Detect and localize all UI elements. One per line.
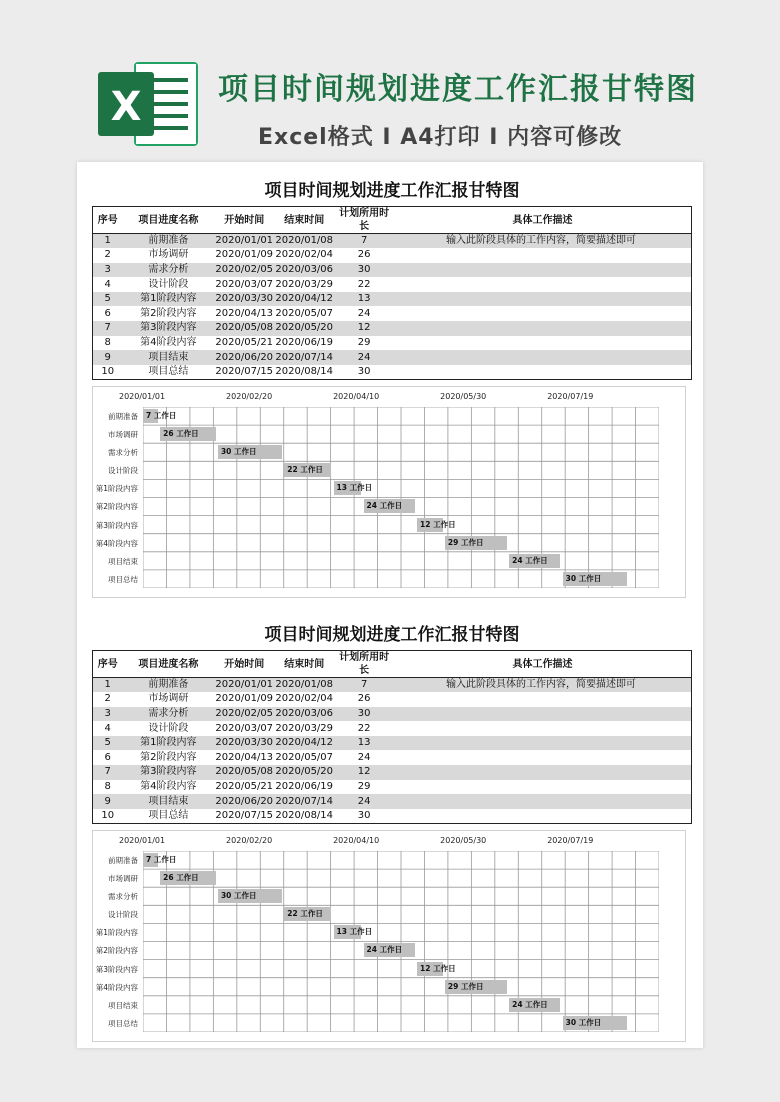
gantt-row-label: 第3阶段内容: [95, 520, 138, 530]
cell-end: 2020/03/06: [274, 263, 334, 278]
cell-start: 2020/01/09: [215, 693, 274, 705]
gantt-bar-days: 29: [447, 537, 459, 547]
cell-no: 9: [93, 350, 123, 365]
cell-name: 设计阶段: [148, 722, 189, 734]
cell-days: 12: [334, 321, 394, 336]
gantt-bar: [143, 409, 177, 423]
column-header: 序号: [93, 651, 123, 678]
excel-logo-icon: [96, 58, 202, 150]
gantt-bar-unit: 工作日: [460, 981, 484, 991]
gantt-bar-unit: 工作日: [460, 537, 484, 547]
cell-name: 项目结束: [122, 794, 214, 809]
cell-name: 第3阶段内容: [122, 321, 214, 336]
gantt-bar: [563, 572, 627, 586]
table-row: [93, 809, 692, 824]
table-header-row: [93, 207, 692, 234]
cell-no: 6: [104, 307, 111, 319]
gantt-bar-days: 30: [565, 573, 577, 583]
gantt-bar: [143, 853, 177, 867]
cell-start: 2020/04/13: [215, 751, 274, 763]
gantt-date-label: 2020/01/01: [119, 835, 166, 845]
cell-end: 2020/02/04: [275, 249, 334, 261]
cell-desc: [394, 765, 691, 780]
gantt-section-1: [92, 176, 692, 598]
gantt-bar-days: 26: [163, 873, 174, 883]
cell-end: 2020/04/12: [274, 736, 334, 751]
gantt-chart: [92, 830, 686, 1042]
table-row: [93, 780, 692, 795]
gantt-row-label: 需求分析: [108, 448, 138, 458]
gantt-date-label: 2020/07/19: [547, 391, 594, 401]
cell-name: 前期准备: [122, 678, 214, 693]
gantt-chart: [92, 386, 686, 598]
gantt-row-label: 项目总结: [108, 574, 138, 584]
cell-no: 4: [104, 278, 111, 290]
cell-no: 3: [93, 263, 123, 278]
gantt-bar-unit: 工作日: [525, 999, 548, 1009]
cell-days: 24: [357, 307, 371, 319]
cell-start: 2020/03/30: [214, 292, 274, 307]
cell-desc: [394, 750, 691, 765]
column-header: 计划所用时长: [334, 207, 394, 234]
cell-desc: [394, 292, 691, 307]
column-header: 开始时间: [214, 207, 274, 234]
table-row: [93, 263, 692, 278]
cell-end: 2020/03/29: [275, 278, 334, 290]
cell-name: 设计阶段: [148, 278, 189, 290]
table-row: [93, 721, 692, 736]
table-row: [93, 248, 692, 263]
gantt-bar-days: 12: [420, 963, 431, 973]
gantt-bar: [563, 1016, 627, 1030]
cell-no: 2: [104, 249, 111, 261]
gantt-bar-days: 13: [336, 483, 347, 493]
table-row: [93, 365, 692, 380]
gantt-bar: [218, 445, 282, 459]
cell-desc: [394, 306, 691, 321]
table-header-row: [93, 651, 692, 678]
table-row: [93, 794, 692, 809]
gantt-bar-unit: 工作日: [349, 483, 373, 493]
cell-desc: 输入此阶段具体的工作内容，简要描述即可: [394, 678, 691, 693]
table-row: [93, 292, 692, 307]
gantt-bar-days: 24: [366, 945, 377, 955]
column-header: 项目进度名称: [122, 207, 214, 234]
gantt-row-label: 前期准备: [108, 855, 138, 865]
cell-desc: [394, 794, 691, 809]
gantt-date-label: 2020/04/10: [333, 835, 380, 845]
gantt-row-label: 第1阶段内容: [95, 484, 138, 494]
cell-no: 5: [93, 292, 123, 307]
gantt-date-label: 2020/05/30: [440, 391, 487, 401]
column-header: 结束时间: [274, 651, 334, 678]
cell-no: 8: [104, 780, 111, 792]
cell-no: 10: [101, 365, 115, 377]
gantt-bar: [160, 871, 216, 885]
column-header: 序号: [93, 207, 123, 234]
gantt-date-label: 2020/05/30: [440, 835, 487, 845]
cell-name: 第3阶段内容: [122, 765, 214, 780]
gantt-bar-days: 24: [366, 501, 377, 511]
column-header: 具体工作描述: [394, 207, 691, 234]
table-row: [93, 306, 692, 321]
cell-name: 第2阶段内容: [140, 751, 197, 763]
gantt-section-2: [92, 620, 692, 1042]
cell-start: 2020/07/15: [215, 809, 274, 821]
table-row: [93, 336, 692, 351]
gantt-row-label: 第4阶段内容: [95, 538, 138, 548]
cell-end: 2020/05/20: [274, 321, 334, 336]
cell-days: 13: [334, 292, 394, 307]
cell-end: 2020/08/14: [275, 365, 334, 377]
table-row: [93, 750, 692, 765]
cell-name: 项目结束: [122, 350, 214, 365]
cell-name: 市场调研: [148, 693, 189, 705]
gantt-row-label: 前期准备: [108, 411, 138, 421]
cell-start: 2020/01/01: [214, 234, 274, 249]
cell-start: 2020/03/30: [214, 736, 274, 751]
gantt-row-label: 第2阶段内容: [95, 946, 138, 956]
gantt-bar-days: 29: [447, 981, 459, 991]
column-header: 结束时间: [274, 207, 334, 234]
gantt-row-label: 第2阶段内容: [95, 502, 138, 512]
gantt-bar-days: 26: [163, 429, 174, 439]
gantt-bar-unit: 工作日: [234, 447, 257, 457]
cell-start: 2020/01/01: [214, 678, 274, 693]
cell-days: 30: [334, 263, 394, 278]
gantt-grid: [143, 407, 659, 588]
gantt-bar-days: 24: [512, 555, 523, 565]
cell-no: 3: [93, 707, 123, 722]
cell-no: 9: [93, 794, 123, 809]
gantt-bar-days: 13: [336, 927, 347, 937]
gantt-bar-unit: 工作日: [433, 963, 456, 973]
cell-end: 2020/05/07: [275, 307, 334, 319]
gantt-bar-unit: 工作日: [525, 555, 548, 565]
gantt-bar-unit: 工作日: [176, 429, 199, 439]
gantt-bar-unit: 工作日: [300, 465, 323, 475]
cell-desc: [394, 248, 691, 263]
cell-end: 2020/01/08: [274, 678, 334, 693]
cell-end: 2020/05/07: [275, 751, 334, 763]
gantt-bar-unit: 工作日: [176, 873, 199, 883]
gantt-bar-unit: 工作日: [433, 519, 456, 529]
gantt-bar: [364, 499, 415, 513]
cell-start: 2020/02/05: [214, 707, 274, 722]
page-subtitle: Excel格式 I A4打印 I 内容可修改: [258, 125, 623, 150]
gantt-bar-days: 22: [287, 909, 298, 919]
table-row: [93, 234, 692, 249]
cell-days: 24: [334, 350, 394, 365]
cell-start: 2020/05/21: [215, 336, 274, 348]
gantt-bar-days: 7: [146, 410, 152, 420]
cell-start: 2020/02/05: [214, 263, 274, 278]
cell-end: 2020/07/14: [274, 350, 334, 365]
cell-days: 30: [357, 365, 371, 377]
table-row: [93, 277, 692, 292]
gantt-bar-days: 22: [287, 465, 298, 475]
cell-desc: [394, 780, 691, 795]
sheet-title: 项目时间规划进度工作汇报甘特图: [264, 181, 520, 201]
gantt-date-label: 2020/07/19: [547, 835, 594, 845]
gantt-bar: [509, 554, 560, 568]
cell-end: 2020/03/06: [274, 707, 334, 722]
cell-name: 第1阶段内容: [122, 292, 214, 307]
svg-text:X: X: [110, 84, 142, 130]
gantt-bar-unit: 工作日: [379, 945, 403, 955]
cell-name: 前期准备: [122, 234, 214, 249]
cell-start: 2020/03/07: [215, 278, 274, 290]
cell-start: 2020/06/20: [214, 794, 274, 809]
cell-days: 30: [334, 707, 394, 722]
cell-start: 2020/07/15: [215, 365, 274, 377]
cell-days: 22: [357, 722, 371, 734]
cell-desc: [394, 692, 691, 707]
cell-desc: [394, 736, 691, 751]
cell-no: 5: [93, 736, 123, 751]
table-row: [93, 321, 692, 336]
gantt-bar-unit: 工作日: [153, 854, 177, 864]
sheet-title: 项目时间规划进度工作汇报甘特图: [264, 625, 520, 645]
cell-days: 7: [334, 234, 394, 249]
gantt-bar: [417, 518, 456, 532]
table-row: [93, 765, 692, 780]
cell-end: 2020/01/08: [274, 234, 334, 249]
gantt-bar: [417, 962, 456, 976]
cell-end: 2020/03/29: [275, 722, 334, 734]
gantt-bar: [334, 925, 373, 939]
gantt-bar-days: 12: [420, 519, 431, 529]
table-row: [93, 692, 692, 707]
cell-no: 1: [93, 234, 123, 249]
cell-days: 30: [357, 809, 371, 821]
cell-desc: [394, 321, 691, 336]
gantt-bar-days: 24: [512, 999, 523, 1009]
cell-start: 2020/01/09: [215, 249, 274, 261]
gantt-bar: [218, 889, 282, 903]
schedule-table: [92, 650, 692, 824]
column-header: 开始时间: [214, 651, 274, 678]
cell-start: 2020/05/08: [214, 765, 274, 780]
cell-start: 2020/03/07: [215, 722, 274, 734]
gantt-row-label: 需求分析: [108, 892, 138, 902]
cell-desc: [394, 721, 691, 736]
cell-desc: [394, 263, 691, 278]
document-page: [77, 162, 703, 1048]
column-header: 具体工作描述: [394, 651, 691, 678]
cell-days: 12: [334, 765, 394, 780]
page-header: [0, 0, 780, 160]
gantt-row-label: 项目结束: [108, 556, 138, 566]
cell-no: 6: [104, 751, 111, 763]
schedule-table: [92, 206, 692, 380]
cell-start: 2020/06/20: [214, 350, 274, 365]
gantt-bar-unit: 工作日: [578, 573, 602, 583]
gantt-bar-days: 30: [220, 447, 232, 457]
cell-desc: [394, 336, 691, 351]
gantt-row-label: 设计阶段: [108, 910, 138, 920]
cell-start: 2020/05/08: [214, 321, 274, 336]
gantt-bar: [160, 427, 216, 441]
cell-no: 4: [104, 722, 111, 734]
gantt-bar-unit: 工作日: [300, 909, 323, 919]
gantt-date-label: 2020/02/20: [226, 391, 273, 401]
gantt-grid: [143, 851, 659, 1032]
gantt-date-label: 2020/01/01: [119, 391, 166, 401]
gantt-row-label: 第3阶段内容: [95, 964, 138, 974]
cell-name: 第2阶段内容: [140, 307, 197, 319]
cell-desc: [394, 707, 691, 722]
gantt-bar-unit: 工作日: [153, 410, 177, 420]
cell-days: 29: [357, 780, 371, 792]
gantt-bar: [284, 907, 331, 921]
cell-name: 第4阶段内容: [140, 336, 197, 348]
cell-days: 13: [334, 736, 394, 751]
cell-name: 第4阶段内容: [140, 780, 197, 792]
cell-end: 2020/05/20: [274, 765, 334, 780]
table-row: [93, 736, 692, 751]
cell-no: 8: [104, 336, 111, 348]
cell-start: 2020/05/21: [215, 780, 274, 792]
cell-end: 2020/06/19: [275, 780, 334, 792]
gantt-date-label: 2020/04/10: [333, 391, 380, 401]
cell-name: 项目总结: [148, 365, 189, 377]
cell-start: 2020/04/13: [215, 307, 274, 319]
table-row: [93, 707, 692, 722]
cell-days: 26: [357, 249, 371, 261]
column-header: 计划所用时长: [334, 651, 394, 678]
cell-desc: [394, 350, 691, 365]
gantt-bar: [364, 943, 415, 957]
cell-end: 2020/06/19: [275, 336, 334, 348]
gantt-bar-unit: 工作日: [234, 891, 257, 901]
gantt-bar-days: 7: [146, 854, 152, 864]
gantt-bar: [334, 481, 373, 495]
table-row: [93, 350, 692, 365]
gantt-row-label: 市场调研: [108, 874, 138, 884]
cell-name: 市场调研: [148, 249, 189, 261]
cell-desc: 输入此阶段具体的工作内容，简要描述即可: [394, 234, 691, 249]
cell-desc: [394, 809, 691, 824]
cell-end: 2020/07/14: [274, 794, 334, 809]
gantt-row-label: 市场调研: [108, 430, 138, 440]
cell-name: 项目总结: [148, 809, 189, 821]
cell-days: 24: [357, 751, 371, 763]
gantt-bar-days: 30: [565, 1017, 577, 1027]
cell-end: 2020/04/12: [274, 292, 334, 307]
gantt-date-label: 2020/02/20: [226, 835, 273, 845]
gantt-bar: [284, 463, 331, 477]
cell-no: 7: [93, 321, 123, 336]
cell-end: 2020/08/14: [275, 809, 334, 821]
cell-name: 第1阶段内容: [122, 736, 214, 751]
gantt-bar-unit: 工作日: [379, 501, 403, 511]
gantt-bar-unit: 工作日: [349, 927, 373, 937]
gantt-bar: [445, 980, 507, 994]
cell-days: 24: [334, 794, 394, 809]
cell-name: 需求分析: [122, 263, 214, 278]
gantt-row-label: 第1阶段内容: [95, 928, 138, 938]
cell-end: 2020/02/04: [275, 693, 334, 705]
cell-days: 22: [357, 278, 371, 290]
cell-no: 10: [101, 809, 115, 821]
column-header: 项目进度名称: [122, 651, 214, 678]
cell-desc: [394, 365, 691, 380]
cell-no: 1: [93, 678, 123, 693]
gantt-bar-days: 30: [220, 891, 232, 901]
gantt-row-label: 第4阶段内容: [95, 982, 138, 992]
gantt-bar-unit: 工作日: [578, 1017, 602, 1027]
cell-days: 26: [357, 693, 371, 705]
gantt-row-label: 项目总结: [108, 1018, 138, 1028]
gantt-row-label: 项目结束: [108, 1000, 138, 1010]
cell-name: 需求分析: [122, 707, 214, 722]
cell-desc: [394, 277, 691, 292]
page-title: 项目时间规划进度工作汇报甘特图: [218, 72, 698, 107]
table-row: [93, 678, 692, 693]
cell-days: 7: [334, 678, 394, 693]
gantt-bar: [509, 998, 560, 1012]
cell-no: 2: [104, 693, 111, 705]
gantt-bar: [445, 536, 507, 550]
gantt-row-label: 设计阶段: [108, 466, 138, 476]
cell-no: 7: [93, 765, 123, 780]
cell-days: 29: [357, 336, 371, 348]
